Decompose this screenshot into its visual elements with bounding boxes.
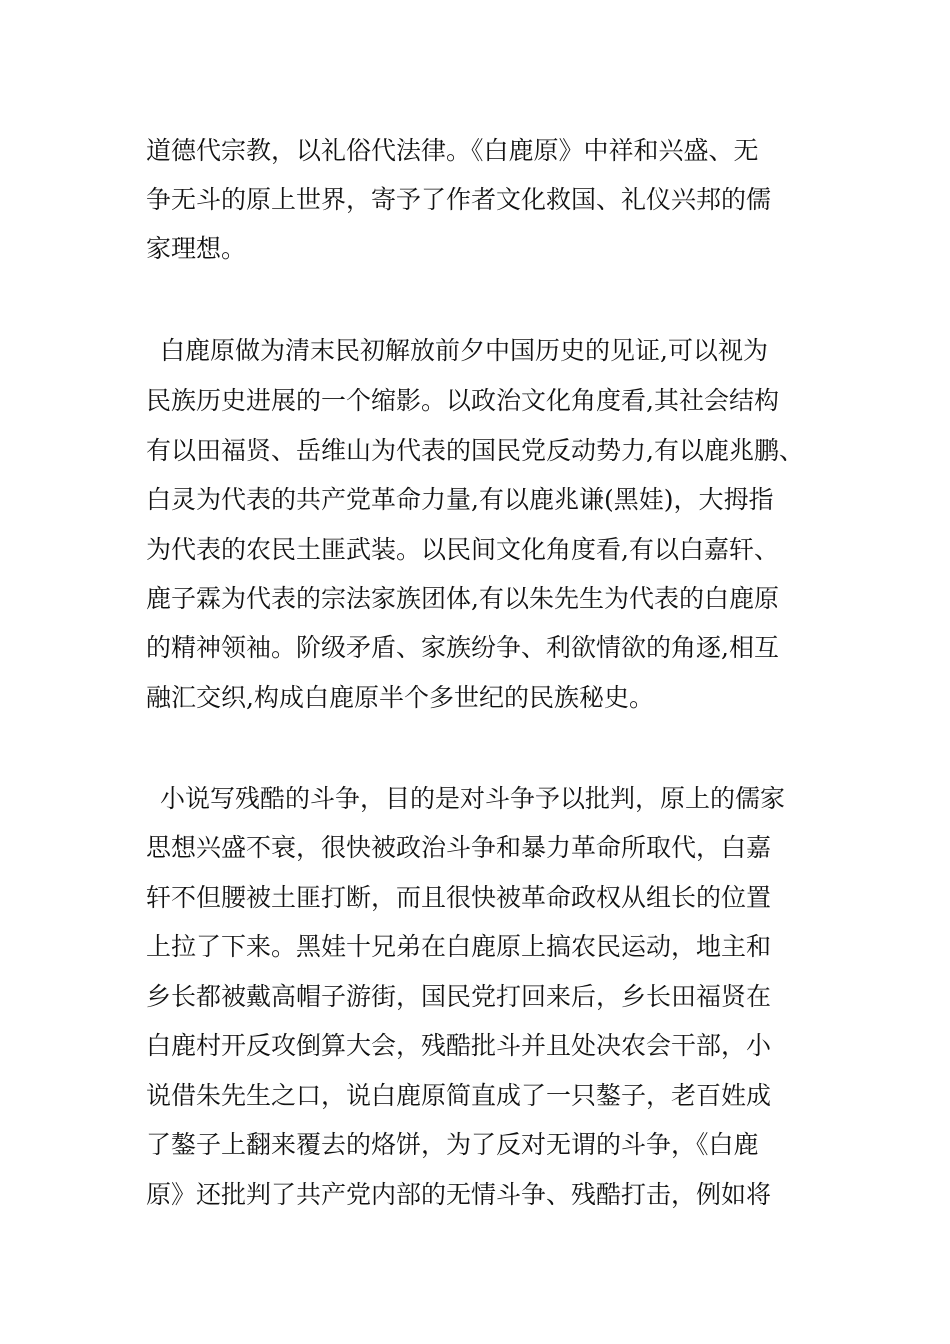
- text-line: 白鹿原做为清末民初解放前夕中国历史的见证,可以视为: [160, 336, 768, 365]
- text-line: 争无斗的原上世界，寄予了作者文化救国、礼仪兴邦的儒: [146, 185, 772, 214]
- text-line: 的精神领袖。阶级矛盾、家族纷争、利欲情欲的角逐,相互: [146, 633, 779, 662]
- text-line: 白灵为代表的共产党革命力量,有以鹿兆谦(黑娃)，大拇指: [146, 485, 774, 514]
- text-line: 为代表的农民土匪武装。以民间文化角度看,有以白嘉轩、: [146, 535, 779, 564]
- text-line: 思想兴盛不衰，很快被政治斗争和暴力革命所取代，白嘉: [146, 833, 772, 862]
- text-line: 道德代宗教，以礼俗代法律。《白鹿原》中祥和兴盛、无: [146, 136, 759, 165]
- text-line: 融汇交织,构成白鹿原半个多世纪的民族秘史。: [146, 683, 654, 712]
- text-line: 鹿子霖为代表的宗法家族团体,有以朱先生为代表的白鹿原: [146, 584, 779, 613]
- text-line: 轩不但腰被土匪打断，而且很快被革命政权从组长的位置: [146, 883, 772, 912]
- text-line: 家理想。: [146, 234, 247, 263]
- text-line: 白鹿村开反攻倒算大会，残酷批斗并且处决农会干部，小: [146, 1031, 772, 1060]
- text-line: 了鏊子上翻来覆去的烙饼，为了反对无谓的斗争，《白鹿: [146, 1130, 759, 1159]
- text-line: 乡长都被戴高帽子游街，国民党打回来后，乡长田福贤在: [146, 982, 772, 1011]
- text-line: 原》还批判了共产党内部的无情斗争、残酷打击，例如将: [146, 1180, 772, 1209]
- text-line: 民族历史进展的一个缩影。以政治文化角度看,其社会结构: [146, 386, 779, 415]
- text-line: 说借朱先生之口，说白鹿原简直成了一只鏊子，老百姓成: [146, 1081, 772, 1110]
- text-line: 小说写残酷的斗争，目的是对斗争予以批判，原上的儒家: [160, 784, 786, 813]
- text-line: 有以田福贤、岳维山为代表的国民党反动势力,有以鹿兆鹏、: [146, 436, 804, 465]
- text-line: 上拉了下来。黑娃十兄弟在白鹿原上搞农民运动，地主和: [146, 932, 772, 961]
